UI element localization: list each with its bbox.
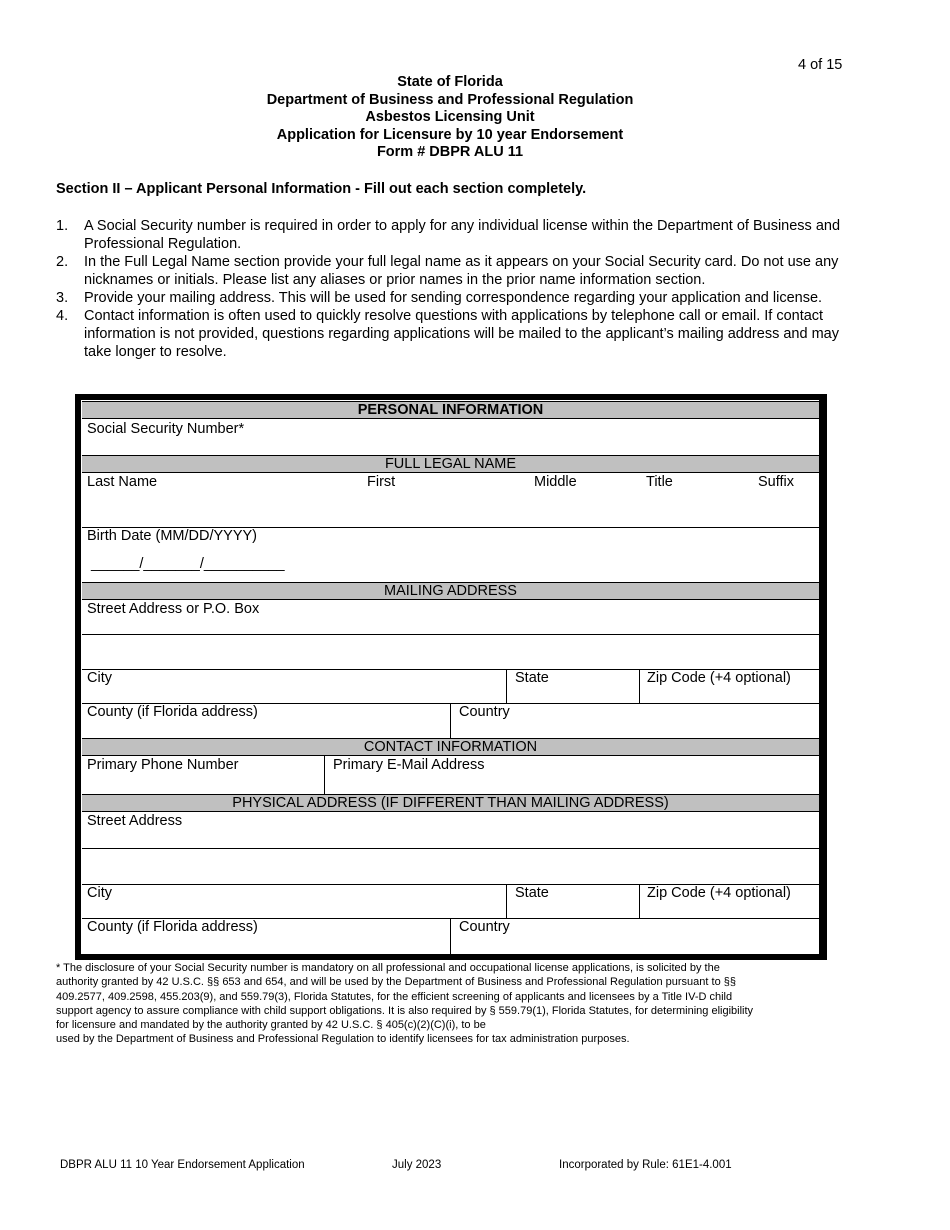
header-form-number: Form # DBPR ALU 11 (376, 144, 524, 161)
phone-label: Primary Phone Number (87, 757, 239, 773)
physical-county-label: County (if Florida address) (87, 919, 258, 935)
footnote-line: for licensure and mandated by the authority granted by 42 U.S.C. § 405(c)(2)(C)(i), to be (56, 1019, 486, 1032)
section-title: Section II – Applicant Personal Information - Fill out each section completely. (56, 181, 587, 197)
footer-rule: Incorporated by Rule: 61E1-4.001 (559, 1159, 732, 1171)
instruction-number: 2. (56, 254, 69, 270)
footnote-line: 409.2577, 409.2598, 455.203(9), and 559.79(3), Florida Statutes, for the efficient screening of applicants and licensees by a Title IV-D child (56, 990, 733, 1003)
divider (450, 703, 451, 738)
personal-information-header: PERSONAL INFORMATION (82, 401, 819, 419)
first-name-label: First (367, 474, 396, 490)
instruction-item (56, 307, 846, 361)
physical-street-line2-field[interactable] (82, 849, 819, 883)
page-number: 4 of 15 (798, 57, 843, 73)
mailing-zip-label: Zip Code (+4 optional) (647, 670, 791, 686)
header-unit: Asbestos Licensing Unit (365, 109, 535, 126)
mailing-county-label: County (if Florida address) (87, 704, 258, 720)
mailing-street-line2-field[interactable] (82, 635, 819, 668)
divider (324, 756, 325, 794)
instruction-text: In the Full Legal Name section provide your full legal name as it appears on your Social Security card. Do not use any nicknames or initials. Please list any aliases or prior names in the prior name information section. (84, 254, 839, 288)
legal-name-fields[interactable] (82, 493, 819, 526)
middle-name-label: Middle (534, 474, 577, 490)
physical-city-label: City (87, 885, 112, 901)
divider (506, 669, 507, 704)
footnote-line: * The disclosure of your Social Security number is mandatory on all professional and occupational license applications, is solicited by the (56, 962, 720, 974)
last-name-label: Last Name (87, 474, 158, 490)
ssn-disclosure-footnote (56, 961, 848, 1047)
mailing-country-label: Country (459, 704, 510, 720)
physical-country-label: Country (459, 919, 510, 935)
physical-address-header: PHYSICAL ADDRESS (IF DIFFERENT THAN MAILING ADDRESS) (82, 794, 819, 812)
physical-zip-label: Zip Code (+4 optional) (647, 885, 791, 901)
contact-information-header: CONTACT INFORMATION (82, 738, 819, 756)
instruction-text: Provide your mailing address. This will be used for sending correspondence regarding your application and license. (84, 290, 823, 306)
suffix-label: Suffix (758, 474, 795, 490)
header-application: Application for Licensure by 10 year Endorsement (276, 126, 624, 143)
email-label: Primary E-Mail Address (333, 757, 485, 773)
mailing-address-header: MAILING ADDRESS (82, 582, 819, 600)
instruction-text: A Social Security number is required in order to apply for any individual license within the Department of Business and Professional Regulation. (84, 218, 841, 252)
header-department: Department of Business and Professional Regulation (266, 91, 634, 108)
header-state: State of Florida (397, 74, 503, 90)
instruction-item (56, 217, 846, 253)
title-label: Title (646, 474, 673, 490)
physical-street-label: Street Address (87, 813, 183, 829)
instruction-item (56, 289, 846, 307)
footnote-line: used by the Department of Business and Professional Regulation to identify licensees for tax administration purposes. (56, 1033, 630, 1046)
footnote-line: authority granted by 42 U.S.C. §§ 653 and 654, and will be used by the Department of Business and Professional Regulation pursuant to §§ (56, 976, 736, 989)
divider (639, 669, 640, 704)
instruction-item (56, 253, 846, 289)
instruction-number: 3. (56, 290, 69, 306)
mailing-city-label: City (87, 670, 112, 686)
divider (639, 884, 640, 919)
ssn-field[interactable] (82, 440, 819, 454)
mailing-street-label: Street Address or P.O. Box (87, 601, 260, 617)
footnote-line: support agency to assure compliance with child support obligations. It is also required by § 559.79(1), Florida Statutes, for determining eligibility (56, 1004, 754, 1017)
instruction-number: 4. (56, 308, 69, 324)
mailing-state-label: State (515, 670, 549, 686)
ssn-label: Social Security Number* (87, 421, 245, 437)
full-legal-name-header: FULL LEGAL NAME (82, 455, 819, 473)
footer-date: July 2023 (392, 1159, 442, 1171)
footer-form-name: DBPR ALU 11 10 Year Endorsement Application (60, 1159, 305, 1171)
physical-state-label: State (515, 885, 549, 901)
instruction-number: 1. (56, 218, 69, 234)
divider (450, 918, 451, 954)
document-header (150, 74, 750, 162)
instructions-list (56, 217, 846, 361)
birth-date-field[interactable]: ______/_______/__________ (91, 556, 285, 572)
birth-date-label: Birth Date (MM/DD/YYYY) (87, 528, 257, 544)
instruction-text: Contact information is often used to quickly resolve questions with applications by telephone call or email. If contact information is not provided, questions regarding applications will be mailed to the applicant’s mailing address and may take longer to resolve. (84, 308, 839, 360)
divider (506, 884, 507, 919)
